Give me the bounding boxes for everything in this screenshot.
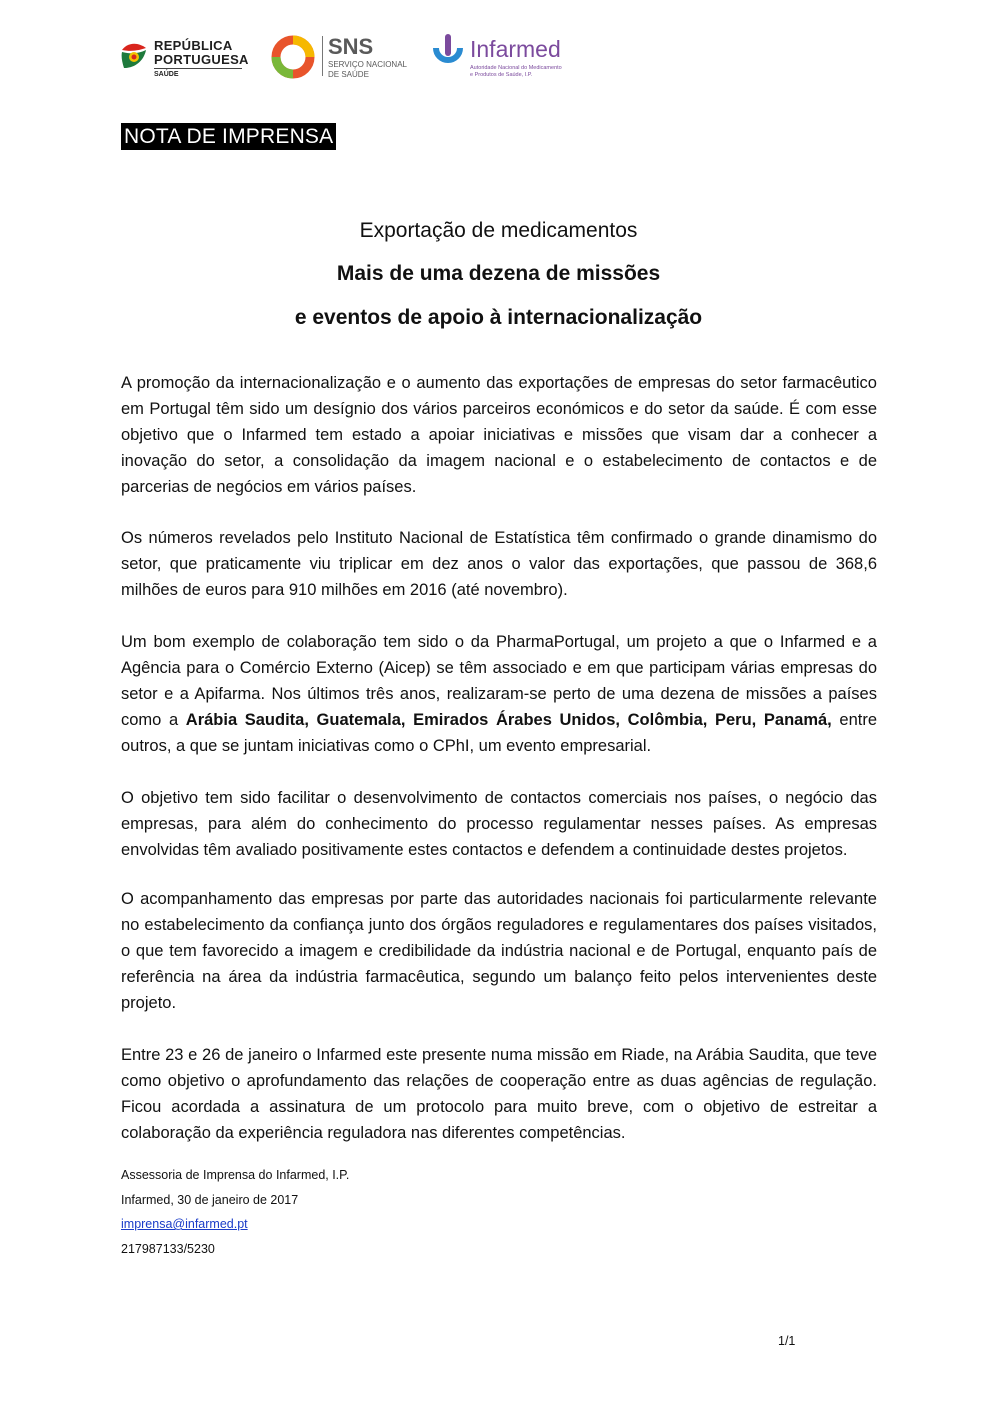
republica-line2: PORTUGUESA [154,52,249,67]
infarmed-line1: Autoridade Nacional do Medicamento [470,65,562,71]
sns-divider [322,36,323,76]
paragraph-2: Os números revelados pelo Instituto Nacional de Estatística têm confirmado o grande dinamismo do setor, que praticamente viu triplicar em dez anos o valor das exportações, que passou de 368,6 milhões de euros para 910 milhões em 2016 (até novembro). [121,529,877,599]
paragraph-3-end: entre outros, a que se juntam iniciativas como o CPhI, um evento empresarial. [121,711,877,755]
page-number: 1/1 [778,1334,796,1348]
press-release-badge: NOTA DE IMPRENSA [121,123,336,150]
republica-line1: REPÚBLICA [154,38,233,53]
paragraph-3-countries: Arábia Saudita, Guatemala, Emirados Árabes Unidos, Colômbia, Peru, Panamá, [185,711,832,729]
paragraph-5: O acompanhamento das empresas por parte das autoridades nacionais foi particularmente relevante no estabelecimento da confiança junto dos órgãos reguladores e regulamentares dos países visitados, o que tem favorecido a imagem e credibilidade da indústria nacional e de Portugal, enquanto país de referência na área da indústria farmacêutica, segundo um balanço feito pelos intervenientes deste projeto. [121,890,877,1012]
release-date: Infarmed, 30 de janeiro de 2017 [121,1193,299,1207]
republica-emblem-icon [120,38,150,78]
infarmed-title: Infarmed [470,36,561,62]
headline-line2: e eventos de apoio à internacionalização [294,306,703,329]
sns-title: SNS [328,34,374,59]
subtitle: Exportação de medicamentos [359,219,638,242]
press-office: Assessoria de Imprensa do Infarmed, I.P. [121,1168,350,1182]
republica-portuguesa-logo [120,30,260,80]
phone-number: 217987133/5230 [121,1242,215,1256]
logo-bar [120,30,600,90]
republica-divider [154,68,242,69]
headline-line1: Mais de uma dezena de missões [336,262,661,285]
sns-line2: DE SAÚDE [328,70,369,79]
sns-logo [270,30,410,80]
paragraph-3-start: Um bom exemplo de colaboração tem sido o da PharmaPortugal, um projeto a que o Infarmed e a Agência para o Comércio Externo (Aicep) se têm associado e em que participam várias empresas do setor e a Apifarma. Nos últimos três anos, realizaram-se perto de uma dezena de missões a países como a [121,633,877,729]
infarmed-line2: e Produtos de Saúde, I.P. [470,72,533,78]
email-link[interactable]: imprensa@infarmed.pt [121,1217,248,1231]
sns-line1: SERVIÇO NACIONAL [328,60,407,69]
paragraph-1: A promoção da internacionalização e o aumento das exportações de empresas do setor farmacêutico em Portugal têm sido um desígnio dos vários parceiros económicos e do setor da saúde. É com esse objetivo que o Infarmed tem estado a apoiar iniciativas e missões que visam dar a conhecer a inovação do setor, a consolidação da imagem nacional e o estabelecimento de contactos e de parcerias de negócios em vários países. [121,374,877,496]
paragraph-6: Entre 23 e 26 de janeiro o Infarmed este presente numa missão em Riade, na Arábia Saudita, que teve como objetivo o aprofundamento das relações de cooperação entre as duas agências de regulação. Ficou acordada a assinatura de um protocolo para muito breve, com o objetivo de estreitar a colaboração da experiência reguladora nas diferentes competências. [121,1046,877,1142]
infarmed-logo [430,30,580,85]
paragraph-3 [121,629,877,759]
sns-ring-icon [270,34,316,80]
infarmed-symbol-icon [430,34,466,72]
paragraph-4: O objetivo tem sido facilitar o desenvolvimento de contactos comerciais nos países, o negócio das empresas, para além do conhecimento do processo regulamentar nesses países. As empresas envolvidas têm avaliado positivamente estes contactos e defendem a continuidade destes projetos. [121,789,877,859]
republica-line3: SAÚDE [154,71,179,78]
